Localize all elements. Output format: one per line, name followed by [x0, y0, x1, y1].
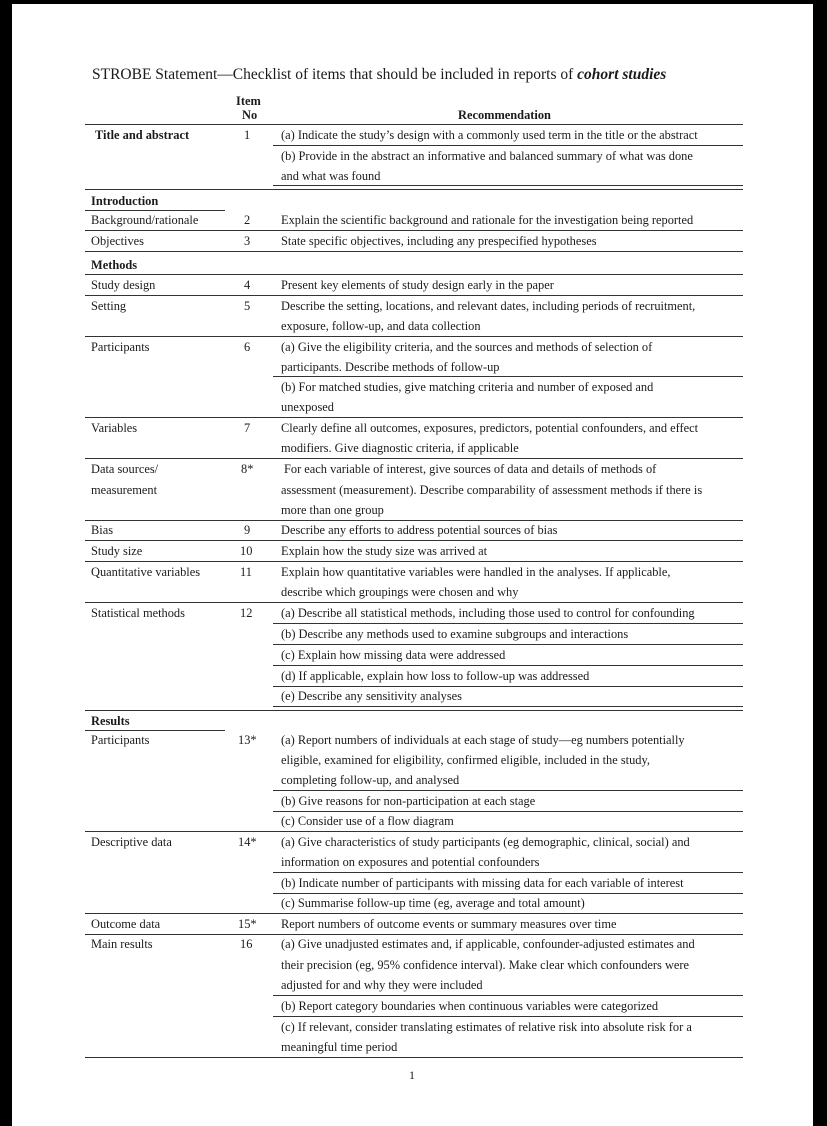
row-label: Quantitative variables	[91, 565, 201, 579]
row-text: assessment (measurement). Describe comparability of assessment methods if there is	[281, 483, 703, 497]
row-text: Explain the scientific background and rationale for the investigation being reported	[281, 213, 694, 227]
row-text: more than one group	[281, 503, 384, 517]
row-number: 13*	[238, 733, 257, 747]
row-label: Objectives	[91, 234, 144, 248]
row-text: information on exposures and potential confounders	[281, 855, 540, 869]
row-label: Statistical methods	[91, 606, 185, 620]
row-number: 1	[244, 128, 251, 142]
row-rule	[85, 251, 743, 252]
row-text: participants. Describe methods of follow-up	[281, 360, 500, 374]
section-introduction: Introduction	[91, 194, 159, 208]
row-number: 11	[240, 565, 252, 579]
row-rule	[273, 706, 743, 707]
row-text: completing follow-up, and analysed	[281, 773, 460, 787]
row-text: adjusted for and why they were included	[281, 978, 483, 992]
row-text: eligible, examined for eligibility, confirmed eligible, included in the study,	[281, 753, 650, 767]
row-text: unexposed	[281, 400, 334, 414]
row-text: (b) Describe any methods used to examine subgroups and interactions	[281, 627, 629, 641]
row-text: (c) If relevant, consider translating estimates of relative risk into absolute risk for a	[281, 1020, 692, 1034]
row-text: (a) Report numbers of individuals at each stage of study—eg numbers potentially	[281, 733, 685, 747]
row-text: Describe the setting, locations, and relevant dates, including periods of recruitment,	[281, 299, 696, 313]
row-label: Study size	[91, 544, 143, 558]
row-label: Variables	[91, 421, 138, 435]
row-text: modifiers. Give diagnostic criteria, if applicable	[281, 441, 519, 455]
row-text: (a) Give the eligibility criteria, and the sources and methods of selection of	[281, 340, 653, 354]
row-number: 12	[240, 606, 253, 620]
row-number: 16	[240, 937, 253, 951]
row-label: Study design	[91, 278, 156, 292]
row-text: describe which groupings were chosen and why	[281, 585, 519, 599]
row-label: Participants	[91, 733, 150, 747]
row-text: their precision (eg, 95% confidence interval). Make clear which confounders were	[281, 958, 690, 972]
row-text: exposure, follow-up, and data collection	[281, 319, 481, 333]
row-text: (b) Report category boundaries when continuous variables were categorized	[281, 999, 659, 1013]
row-text: and what was found	[281, 169, 381, 183]
row-text: State specific objectives, including any prespecified hypotheses	[281, 234, 597, 248]
row-rule	[273, 185, 743, 186]
table-bottom-rule	[85, 1057, 743, 1058]
row-label: Data sources/	[91, 462, 159, 476]
row-label: Descriptive data	[91, 835, 172, 849]
row-text: For each variable of interest, give sources of data and details of methods of	[284, 462, 657, 476]
row-label: Participants	[91, 340, 150, 354]
row-label: Main results	[91, 937, 153, 951]
row-number: 2	[244, 213, 251, 227]
document-title	[92, 65, 666, 85]
row-number: 8*	[241, 462, 254, 476]
row-number: 10	[240, 544, 253, 558]
section-rule	[85, 710, 743, 711]
row-number: 4	[244, 278, 251, 292]
row-label: Setting	[91, 299, 127, 313]
row-text: (a) Give unadjusted estimates and, if applicable, confounder-adjusted estimates and	[281, 937, 695, 951]
document-page	[12, 4, 813, 1126]
row-text: (c) Consider use of a flow diagram	[281, 814, 454, 828]
row-text: (e) Describe any sensitivity analyses	[281, 689, 462, 703]
header-recommendation: Recommendation	[458, 108, 551, 122]
row-text: (a) Indicate the study’s design with a commonly used term in the title or the abstract	[281, 128, 698, 142]
row-text: (d) If applicable, explain how loss to follow-up was addressed	[281, 669, 590, 683]
row-text: (b) For matched studies, give matching criteria and number of exposed and	[281, 380, 654, 394]
row-text: Report numbers of outcome events or summary measures over time	[281, 917, 617, 931]
row-text: meaningful time period	[281, 1040, 398, 1054]
section-rule	[85, 189, 743, 190]
row-number: 7	[244, 421, 251, 435]
page-number: 1	[409, 1068, 415, 1082]
row-label: measurement	[91, 483, 158, 497]
row-text: Present key elements of study design early in the paper	[281, 278, 554, 292]
row-label: Bias	[91, 523, 114, 537]
row-number: 5	[244, 299, 251, 313]
row-text: (b) Give reasons for non-participation at each stage	[281, 794, 536, 808]
row-label: Background/rationale	[91, 213, 199, 227]
row-text: (c) Explain how missing data were addressed	[281, 648, 506, 662]
row-label: Outcome data	[91, 917, 161, 931]
row-text: (a) Describe all statistical methods, including those used to control for confounding	[281, 606, 695, 620]
row-number: 6	[244, 340, 251, 354]
row-text: (a) Give characteristics of study participants (eg demographic, clinical, social) and	[281, 835, 690, 849]
row-label: Title and abstract	[95, 128, 190, 142]
title-emphasis: cohort studies	[577, 66, 667, 83]
row-text: (c) Summarise follow-up time (eg, average and total amount)	[281, 896, 585, 910]
section-results: Results	[91, 714, 130, 728]
header-item: Item	[236, 94, 261, 108]
row-text: Explain how quantitative variables were handled in the analyses. If applicable,	[281, 565, 671, 579]
row-number: 15*	[238, 917, 257, 931]
row-number: 14*	[238, 835, 257, 849]
row-text: (b) Indicate number of participants with missing data for each variable of interest	[281, 876, 684, 890]
section-methods: Methods	[91, 258, 138, 272]
row-number: 3	[244, 234, 251, 248]
header-no: No	[242, 108, 258, 122]
row-number: 9	[244, 523, 251, 537]
title-text: STROBE Statement—Checklist of items that should be included in reports of	[92, 66, 578, 83]
row-text: Clearly define all outcomes, exposures, predictors, potential confounders, and effect	[281, 421, 699, 435]
row-text: Explain how the study size was arrived at	[281, 544, 488, 558]
row-text: (b) Provide in the abstract an informative and balanced summary of what was done	[281, 149, 693, 163]
row-text: Describe any efforts to address potential sources of bias	[281, 523, 558, 537]
